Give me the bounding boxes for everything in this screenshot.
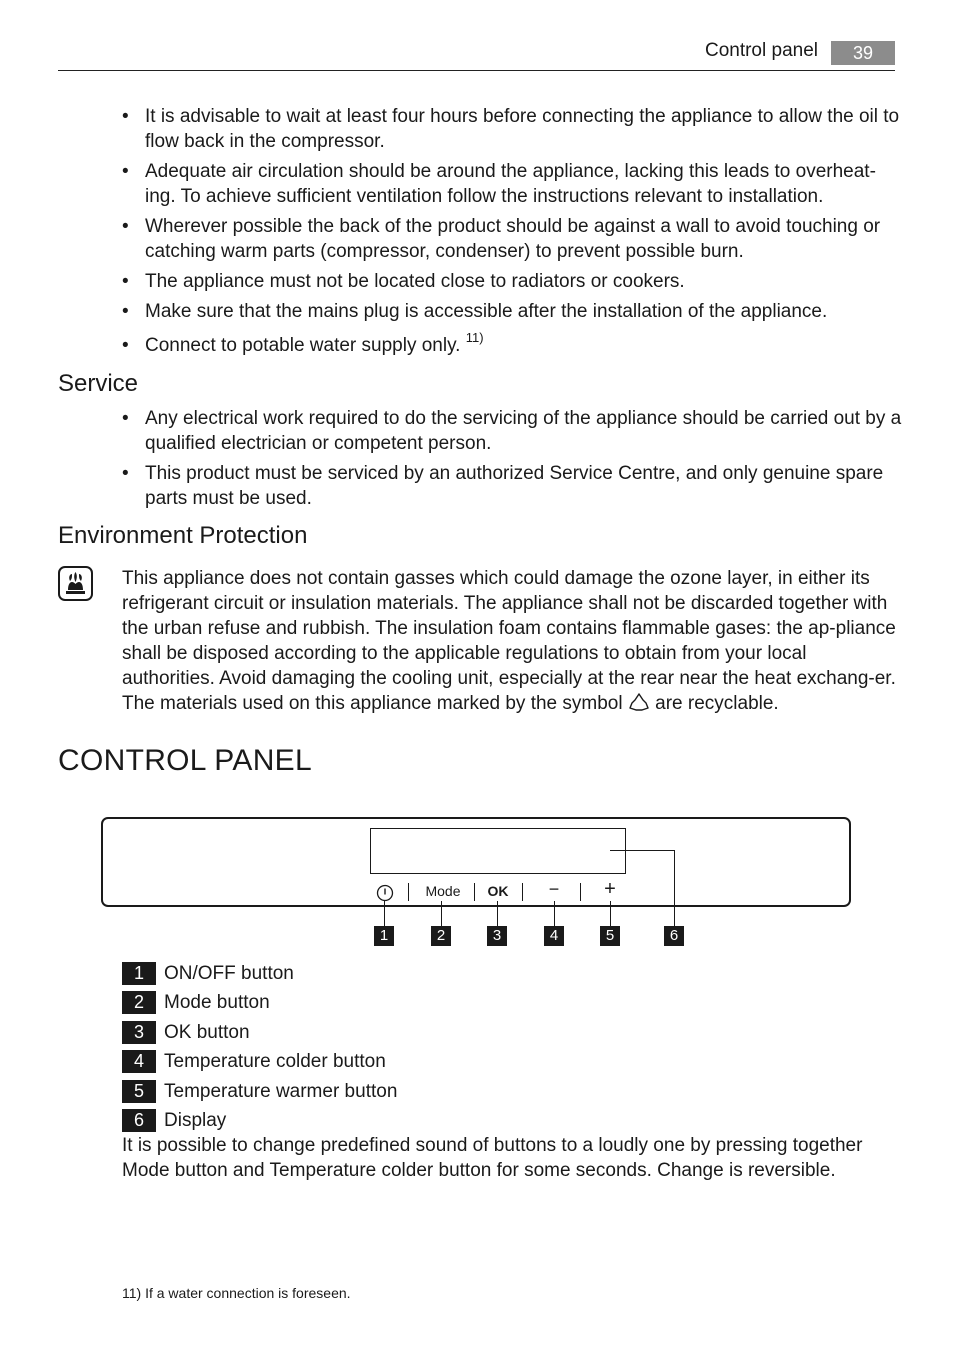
list-item <box>122 104 902 154</box>
list-item-text: Make sure that the mains plug is accessible after the installation of the appliance. <box>145 301 828 322</box>
list-item <box>122 269 902 294</box>
list-item-text: The appliance must not be located close to radiators or cookers. <box>145 271 685 292</box>
list-item-text: Adequate air circulation should be around the appliance, lacking this leads to overheat-ing. To achieve sufficient ventilation follow the instructions relevant to installation. <box>145 161 876 207</box>
running-header-title: Control panel <box>704 40 818 61</box>
list-item <box>122 406 902 456</box>
list-item-text: This product must be serviced by an authorized Service Centre, and only genuine spare parts must be used. <box>145 463 884 509</box>
control-panel-heading: CONTROL PANEL <box>58 744 312 777</box>
sound-change-note: It is possible to change predefined sound of buttons to a loudly one by pressing together Mode button and Temperature colder button for some seconds. Change is reversible. <box>122 1135 863 1181</box>
header-divider <box>58 70 895 71</box>
bullet-glyph: • <box>122 106 129 127</box>
callout-5: 5 <box>600 926 620 946</box>
service-bullet-list <box>122 406 902 511</box>
list-item <box>122 214 902 264</box>
legend-number: 1 <box>122 962 156 985</box>
button-separator <box>474 883 475 901</box>
environment-heading: Environment Protection <box>58 522 308 549</box>
leader-line-5 <box>610 901 611 926</box>
page-number: 39 <box>831 41 895 65</box>
legend-number: 4 <box>122 1050 156 1073</box>
list-item-text: Any electrical work required to do the servicing of the appliance should be carried out by a qualified electrician or competent person. <box>145 408 902 454</box>
environment-icon <box>58 566 93 601</box>
leader-line-4 <box>554 901 555 926</box>
legend-label: Temperature colder button <box>164 1051 386 1072</box>
list-item <box>122 159 902 209</box>
leader-line-6-vertical <box>674 850 675 926</box>
footnote-ref[interactable]: 11) <box>465 329 484 345</box>
button-separator <box>580 883 581 901</box>
legend-number: 5 <box>122 1080 156 1103</box>
environment-text: This appliance does not contain gasses which could damage the ozone layer, in either its refrigerant circuit or insulation materials. The appliance shall not be discarded together with the urban refuse and rubbish. The insulation foam contains flammable gases: the ap-pliance shall be disposed according to the applicable regulations to obtain from your local authorities. Avoid damaging the cooling unit, especially at the rear near the heat exchang-er. The materials used on this appliance marked by the symbol <box>122 568 896 714</box>
legend-number: 2 <box>122 991 156 1014</box>
ok-button[interactable]: OK <box>487 883 509 899</box>
callout-1: 1 <box>374 926 394 946</box>
legend-label: Temperature warmer button <box>164 1081 398 1102</box>
leader-line-3 <box>497 901 498 926</box>
mode-button[interactable]: Mode <box>425 883 461 899</box>
bullet-glyph: • <box>122 271 129 292</box>
recycle-icon <box>628 692 650 719</box>
leader-line-1 <box>384 901 385 926</box>
footnote: 11) If a water connection is foreseen. <box>122 1285 351 1301</box>
bullet-glyph: • <box>122 216 129 237</box>
legend-label: Mode button <box>164 992 270 1013</box>
list-item <box>122 299 902 324</box>
leader-line-2 <box>441 901 442 926</box>
bullet-glyph: • <box>122 408 129 429</box>
list-item-text: Connect to potable water supply only. <box>145 335 461 356</box>
button-separator <box>522 883 523 901</box>
bullet-glyph: • <box>122 335 129 356</box>
legend-number: 3 <box>122 1021 156 1044</box>
list-item <box>122 329 902 358</box>
list-item-text: Wherever possible the back of the product should be against a wall to avoid touching or catching warm parts (compressor, condenser) to prevent possible burn. <box>145 216 881 262</box>
bullet-glyph: • <box>122 161 129 182</box>
colder-button[interactable]: − <box>548 879 560 899</box>
installation-bullet-list <box>122 104 902 358</box>
environment-paragraph <box>122 566 897 719</box>
service-heading: Service <box>58 370 139 397</box>
list-item <box>122 461 902 511</box>
legend-label: OK button <box>164 1022 250 1043</box>
legend-number: 6 <box>122 1109 156 1132</box>
callout-2: 2 <box>431 926 451 946</box>
legend-label: Display <box>164 1110 227 1131</box>
power-icon[interactable] <box>376 884 394 907</box>
bullet-glyph: • <box>122 463 129 484</box>
callout-6: 6 <box>664 926 684 946</box>
button-separator <box>408 883 409 901</box>
leader-line-6-horizontal <box>610 850 674 851</box>
list-item-text: It is advisable to wait at least four hours before connecting the appliance to allow the oil to flow back in the compressor. <box>145 106 900 152</box>
legend-label: ON/OFF button <box>164 963 294 984</box>
bullet-glyph: • <box>122 301 129 322</box>
warmer-button[interactable]: + <box>604 878 616 900</box>
callout-4: 4 <box>544 926 564 946</box>
environment-text-end: are recyclable. <box>655 693 779 714</box>
display-window <box>370 828 626 874</box>
callout-3: 3 <box>487 926 507 946</box>
